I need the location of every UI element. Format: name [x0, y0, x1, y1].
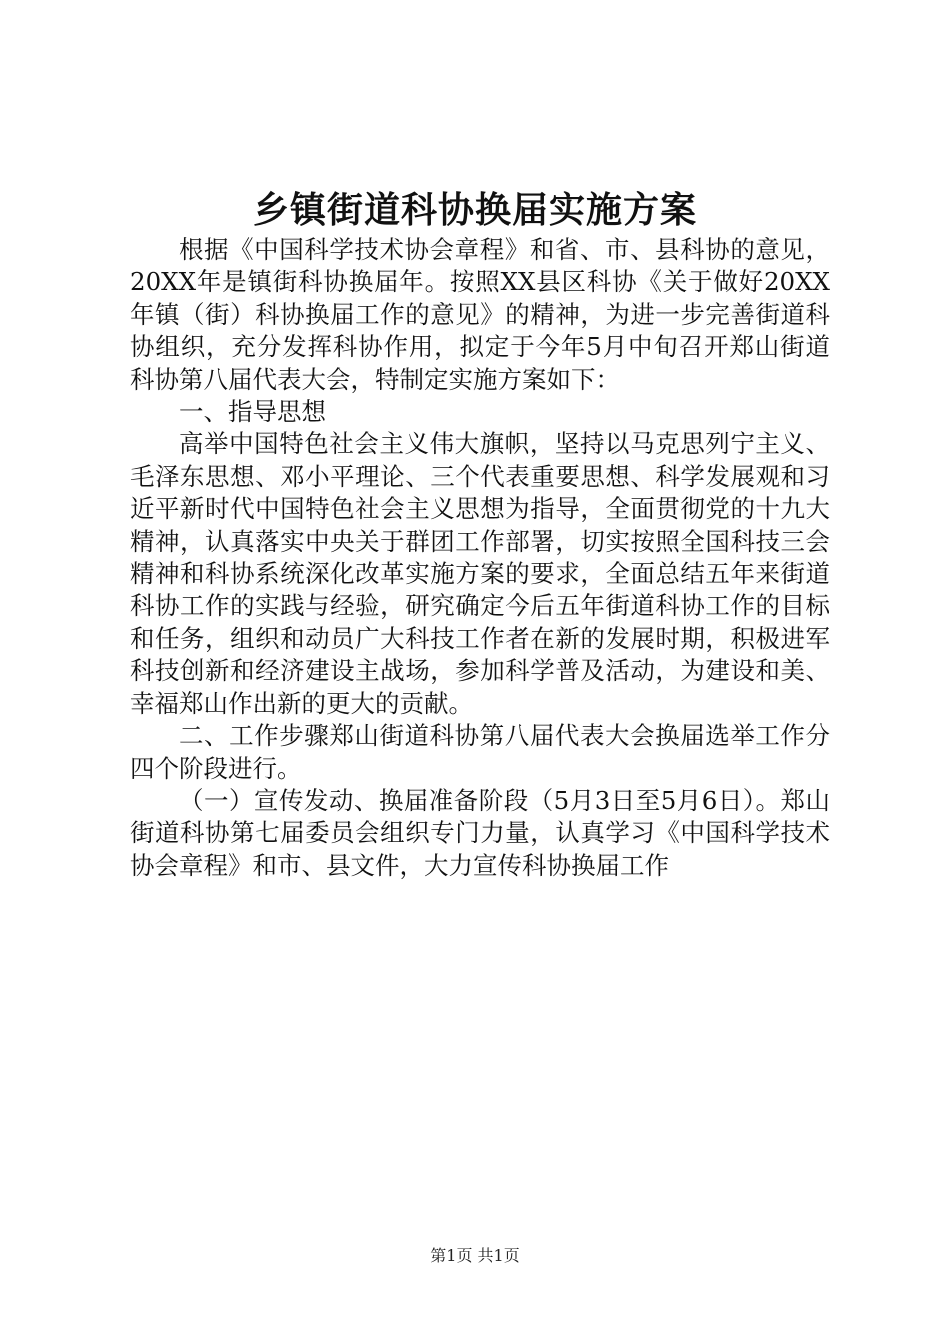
paragraph-intro: 根据《中国科学技术协会章程》和省、市、县科协的意见，20XX年是镇街科协换届年。按照XX县区科协《关于做好20XX年镇（街）科协换届工作的意见》的精神，为进一步完善街道科协组织，充分发挥科协作用，拟定于今年5月中旬召开郑山街道科协第八届代表大会，特制定实施方案如下：	[130, 235, 830, 394]
paragraph-stage-one: （一）宣传发动、换届准备阶段（5月3日至5月6日）。郑山街道科协第七届委员会组织专门力量，认真学习《中国科学技术协会章程》和市、县文件，大力宣传科协换届工作	[130, 785, 830, 880]
paragraph-work-steps: 二、工作步骤郑山街道科协第八届代表大会换届选举工作分四个阶段进行。	[130, 721, 830, 783]
page-footer: 第1页 共1页	[430, 1246, 520, 1265]
document-body	[130, 234, 830, 882]
document-title: 乡镇街道科协换届实施方案	[252, 189, 697, 231]
paragraph-guiding-ideology: 高举中国特色社会主义伟大旗帜，坚持以马克思列宁主义、毛泽东思想、邓小平理论、三个代表重要思想、科学发展观和习近平新时代中国特色社会主义思想为指导，全面贯彻党的十九大精神，认真落实中央关于群团工作部署，切实按照全国科技三会精神和科协系统深化改革实施方案的要求，全面总结五年来街道科协工作的实践与经验，研究确定今后五年街道科协工作的目标和任务，组织和动员广大科技工作者在新的发展时期，积极进军科技创新和经济建设主战场，参加科学普及活动，为建设和美、幸福郑山作出新的更大的贡献。	[130, 429, 830, 718]
section-heading-guiding-ideology: 一、指导思想	[179, 397, 326, 427]
